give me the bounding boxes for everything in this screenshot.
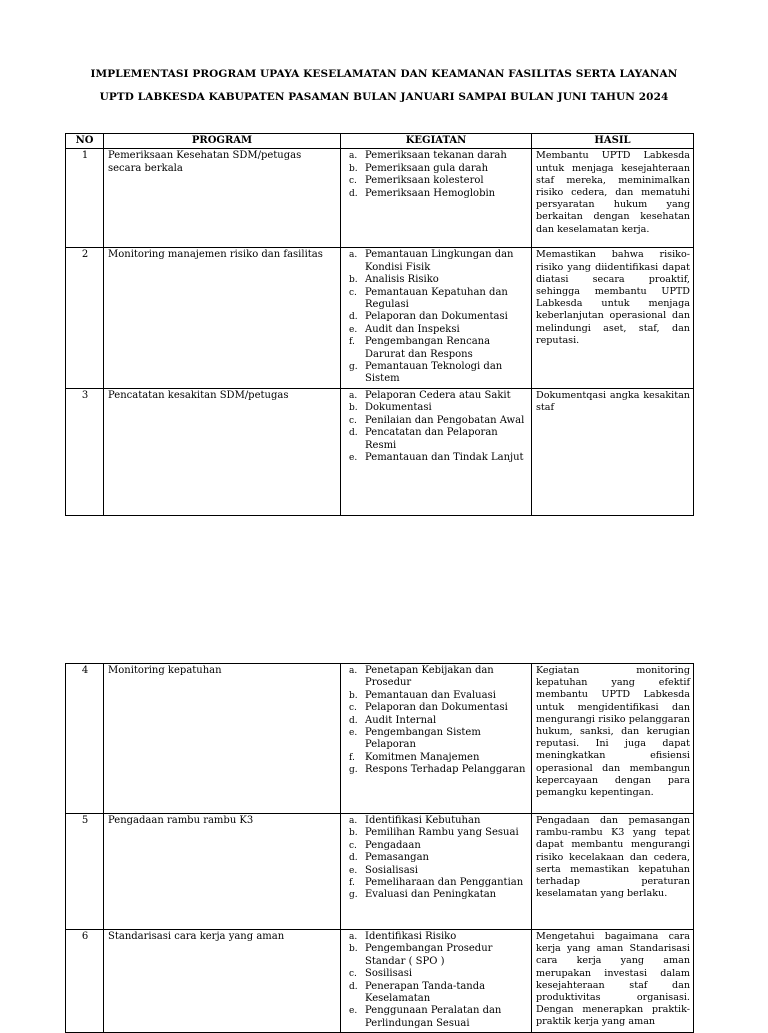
kegiatan-text: Penilaian dan Pengobatan Awal	[365, 414, 525, 426]
document-title-line-2: UPTD LABKESDA KABUPATEN PASAMAN BULAN JANUARI SAMPAI BULAN JUNI TAHUN 2024	[99, 91, 669, 103]
kegiatan-marker: c.	[349, 176, 357, 187]
kegiatan-text: Komitmen Manajemen	[365, 751, 480, 763]
kegiatan-cell	[341, 814, 532, 930]
kegiatan-text: Audit Internal	[365, 714, 437, 726]
kegiatan-text: Pemantauan dan Tindak Lanjut	[365, 451, 524, 463]
kegiatan-item	[345, 1005, 528, 1030]
kegiatan-text: Pengembangan Sistem Pelaporan	[365, 727, 481, 751]
kegiatan-marker: c.	[349, 415, 357, 426]
hasil-cell: Dokumentqasi angka kesakitan staf	[532, 388, 694, 515]
kegiatan-text: Pengadaan	[365, 839, 421, 851]
kegiatan-text: Pemantauan Teknologi dan Sistem	[365, 361, 503, 385]
table-row	[66, 149, 694, 248]
kegiatan-item	[345, 840, 528, 852]
table-row	[66, 814, 694, 930]
kegiatan-cell	[341, 930, 532, 1033]
row-number: 5	[66, 814, 104, 930]
kegiatan-marker: c.	[349, 840, 357, 851]
kegiatan-list	[345, 931, 528, 1030]
kegiatan-marker: b.	[349, 944, 358, 955]
kegiatan-text: Pelaporan dan Dokumentasi	[365, 702, 508, 714]
kegiatan-item	[345, 715, 528, 727]
kegiatan-marker: e.	[349, 728, 358, 739]
kegiatan-item	[345, 827, 528, 839]
program-cell: Pemeriksaan Kesehatan SDM/petugas secara berkala	[104, 149, 341, 248]
header-kegiatan: KEGIATAN	[341, 134, 532, 149]
kegiatan-item	[345, 361, 528, 386]
kegiatan-marker: g.	[349, 362, 358, 373]
kegiatan-item	[345, 690, 528, 702]
kegiatan-item	[345, 727, 528, 752]
hasil-cell: Kegiatan monitoring kepatuhan yang efektif membantu UPTD Labkesda untuk mengidentifikasi dan mengurangi risiko pelanggaran hukum, sanksi, dan kerugian reputasi. Ini juga dapat meningkatkan efisiensi operasional dan membangun kepercayaan dengan para pemangku kepentingan.	[532, 664, 694, 814]
kegiatan-text: Evaluasi dan Peningkatan	[365, 889, 497, 901]
kegiatan-text: Pencatatan dan Pelaporan Resmi	[365, 427, 498, 451]
kegiatan-item	[345, 702, 528, 714]
kegiatan-text: Penerapan Tanda-tanda Keselamatan	[365, 980, 486, 1005]
kegiatan-item	[345, 968, 528, 980]
kegiatan-marker: a.	[349, 390, 358, 401]
kegiatan-marker: g.	[349, 765, 358, 776]
row-number: 2	[66, 248, 104, 388]
row-number: 3	[66, 388, 104, 515]
kegiatan-text: Analisis Risiko	[365, 274, 439, 286]
kegiatan-text: Respons Terhadap Pelanggaran	[365, 764, 526, 776]
kegiatan-item	[345, 336, 528, 361]
kegiatan-list	[345, 815, 528, 902]
program-cell: Monitoring kepatuhan	[104, 664, 341, 814]
kegiatan-list	[345, 390, 528, 464]
kegiatan-item	[345, 390, 528, 402]
kegiatan-marker: c.	[349, 703, 357, 714]
kegiatan-text: Identifikasi Kebutuhan	[365, 815, 481, 826]
kegiatan-text: Pengembangan Rencana Darurat dan Respons	[365, 336, 491, 360]
kegiatan-text: Dokumentasi	[365, 402, 432, 414]
kegiatan-item	[345, 877, 528, 889]
kegiatan-text: Pelaporan Cedera atau Sakit	[365, 389, 511, 401]
kegiatan-text: Identifikasi Risiko	[365, 931, 457, 942]
kegiatan-marker: a.	[349, 151, 358, 162]
table-row	[66, 388, 694, 515]
table-header-row	[66, 134, 694, 149]
kegiatan-text: Pemantauan dan Evaluasi	[365, 689, 496, 701]
kegiatan-item	[345, 249, 528, 274]
kegiatan-item	[345, 931, 528, 943]
kegiatan-list	[345, 665, 528, 777]
kegiatan-item	[345, 889, 528, 901]
kegiatan-text: Penetapan Kebijakan dan Prosedur	[365, 665, 494, 689]
kegiatan-text: Pengembangan Prosedur Standar ( SPO )	[365, 943, 493, 967]
kegiatan-marker: e.	[349, 865, 358, 876]
table-row	[66, 930, 694, 1033]
table-row	[66, 664, 694, 814]
kegiatan-marker: e.	[349, 1006, 358, 1017]
row-number: 1	[66, 149, 104, 248]
kegiatan-marker: d.	[349, 312, 358, 323]
kegiatan-text: Pemeriksaan kolesterol	[365, 175, 484, 187]
kegiatan-marker: a.	[349, 816, 358, 826]
kegiatan-marker: g.	[349, 890, 358, 901]
kegiatan-text: Pemantauan Lingkungan dan Kondisi Fisik	[365, 249, 514, 273]
program-cell: Standarisasi cara kerja yang aman	[104, 930, 341, 1033]
header-program: PROGRAM	[104, 134, 341, 149]
kegiatan-item	[345, 415, 528, 427]
kegiatan-item	[345, 752, 528, 764]
kegiatan-text: Penggunaan Peralatan dan Perlindungan Sesuai	[365, 1005, 502, 1029]
kegiatan-marker: d.	[349, 428, 358, 439]
kegiatan-item	[345, 852, 528, 864]
kegiatan-text: Pemeriksaan Hemoglobin	[365, 187, 496, 199]
kegiatan-item	[345, 665, 528, 690]
kegiatan-marker: d.	[349, 853, 358, 864]
kegiatan-cell	[341, 388, 532, 515]
kegiatan-marker: f.	[349, 752, 355, 763]
kegiatan-item	[345, 427, 528, 452]
kegiatan-text: Sosilisasi	[365, 968, 413, 980]
hasil-cell: Pengadaan dan pemasangan rambu-rambu K3 yang tepat dapat membantu mengurangi risiko kecelakaan dan cedera, serta memastikan kepatuhan terhadap peraturan keselamatan yang berlaku.	[532, 814, 694, 930]
kegiatan-marker: b.	[349, 163, 358, 174]
kegiatan-marker: f.	[349, 878, 355, 889]
kegiatan-text: Pemeriksaan gula darah	[365, 162, 489, 174]
program-cell: Monitoring manajemen risiko dan fasilitas	[104, 248, 341, 388]
kegiatan-text: Sosialisasi	[365, 864, 418, 876]
kegiatan-text: Audit dan Inspeksi	[365, 323, 460, 335]
kegiatan-marker: a.	[349, 666, 358, 676]
kegiatan-marker: b.	[349, 275, 358, 286]
kegiatan-item	[345, 274, 528, 286]
hasil-cell: Memastikan bahwa risiko-risiko yang diidentifikasi dapat diatasi secara proaktif, sehingga membantu UPTD Labkesda untuk menjaga keberlanjutan operasional dan melindungi aset, staf, dan reputasi.	[532, 248, 694, 388]
program-cell: Pencatatan kesakitan SDM/petugas	[104, 388, 341, 515]
kegiatan-cell	[341, 149, 532, 248]
hasil-cell: Membantu UPTD Labkesda untuk menjaga kesejahteraan staf mereka, meminimalkan risiko cedera, dan mematuhi persyaratan hukum yang berkaitan dengan kesehatan dan keselamatan kerja.	[532, 149, 694, 248]
kegiatan-item	[345, 981, 528, 1006]
kegiatan-marker: a.	[349, 932, 358, 942]
header-hasil: HASIL	[532, 134, 694, 149]
kegiatan-marker: b.	[349, 828, 358, 839]
kegiatan-marker: e.	[349, 324, 358, 335]
kegiatan-item	[345, 943, 528, 968]
table-row	[66, 248, 694, 388]
row-number: 4	[66, 664, 104, 814]
kegiatan-item	[345, 402, 528, 414]
kegiatan-item	[345, 188, 528, 200]
kegiatan-item	[345, 150, 528, 162]
kegiatan-item	[345, 452, 528, 464]
kegiatan-text: Pemasangan	[365, 852, 429, 864]
kegiatan-marker: a.	[349, 250, 358, 261]
kegiatan-text: Pemeriksaan tekanan darah	[365, 150, 507, 162]
header-no: NO	[66, 134, 104, 149]
kegiatan-marker: e.	[349, 452, 358, 463]
row-number: 6	[66, 930, 104, 1033]
kegiatan-cell	[341, 664, 532, 814]
document-title-line-1: IMPLEMENTASI PROGRAM UPAYA KESELAMATAN DAN KEAMANAN FASILITAS SERTA LAYANAN	[90, 68, 678, 80]
program-cell: Pengadaan rambu rambu K3	[104, 814, 341, 930]
kegiatan-marker: f.	[349, 337, 355, 348]
kegiatan-item	[345, 764, 528, 776]
kegiatan-text: Pelaporan dan Dokumentasi	[365, 311, 508, 323]
kegiatan-marker: c.	[349, 969, 357, 980]
kegiatan-item	[345, 865, 528, 877]
kegiatan-text: Pemilihan Rambu yang Sesuai	[365, 827, 519, 839]
kegiatan-list	[345, 150, 528, 200]
kegiatan-marker: d.	[349, 188, 358, 199]
kegiatan-marker: d.	[349, 981, 358, 992]
kegiatan-item	[345, 815, 528, 827]
kegiatan-marker: c.	[349, 287, 357, 298]
hasil-cell: Mengetahui bagaimana cara kerja yang aman Standarisasi cara kerja yang aman merupakan investasi dalam kesejahteraan staf dan produktivitas organisasi. Dengan menerapkan praktik-praktik kerja yang aman	[532, 930, 694, 1033]
kegiatan-item	[345, 287, 528, 312]
program-table-part-2	[65, 663, 694, 1033]
kegiatan-item	[345, 163, 528, 175]
kegiatan-list	[345, 249, 528, 385]
kegiatan-marker: b.	[349, 690, 358, 701]
program-table-part-1	[65, 133, 694, 516]
kegiatan-cell	[341, 248, 532, 388]
kegiatan-item	[345, 175, 528, 187]
kegiatan-text: Pemantauan Kepatuhan dan Regulasi	[365, 286, 508, 311]
kegiatan-item	[345, 324, 528, 336]
kegiatan-marker: d.	[349, 715, 358, 726]
kegiatan-item	[345, 311, 528, 323]
kegiatan-text: Pemeliharaan dan Penggantian	[365, 877, 524, 889]
kegiatan-marker: b.	[349, 403, 358, 414]
